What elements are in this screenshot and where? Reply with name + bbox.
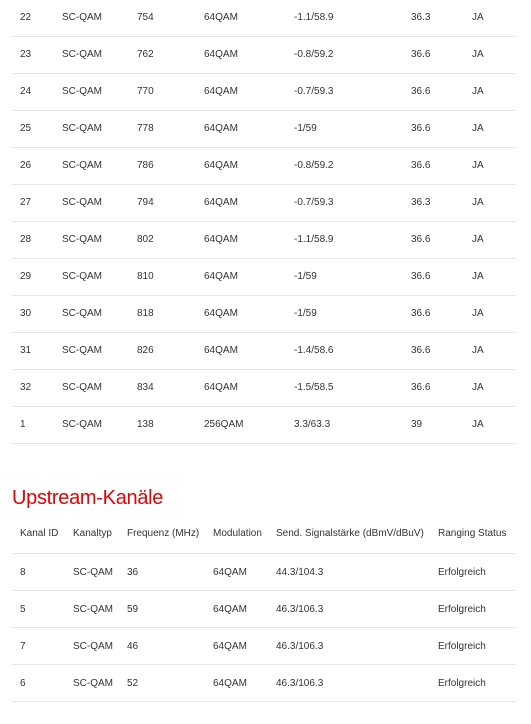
downstream-cell-snr: 36.6 (411, 382, 431, 393)
downstream-cell-channel-id: 1 (20, 419, 26, 430)
downstream-table-body (12, 0, 515, 443)
downstream-cell-modulation: 64QAM (204, 197, 238, 208)
upstream-cell-send-power: 46.3/106.3 (276, 677, 324, 689)
downstream-cell-frequency: 786 (137, 160, 154, 171)
downstream-cell-power-level: -0.7/59.3 (294, 86, 334, 97)
downstream-cell-power-level: -0.7/59.3 (294, 197, 334, 208)
downstream-table-row (12, 36, 515, 73)
downstream-channel-table (12, 0, 515, 444)
downstream-cell-locked-status: JA (472, 49, 484, 60)
downstream-cell-locked-status: JA (472, 123, 484, 134)
upstream-channel-table (12, 514, 515, 703)
upstream-table-row (12, 628, 515, 665)
upstream-table-row (12, 665, 515, 702)
downstream-table-row (12, 332, 515, 369)
downstream-cell-frequency: 826 (137, 345, 154, 356)
upstream-header-row (12, 514, 515, 554)
downstream-cell-modulation: 64QAM (204, 308, 238, 319)
downstream-cell-snr: 36.6 (411, 123, 431, 134)
downstream-table-row (12, 110, 515, 147)
downstream-cell-locked-status: JA (472, 160, 484, 171)
downstream-table-row (12, 184, 515, 221)
downstream-table-row (12, 73, 515, 110)
upstream-cell-frequency: 36 (127, 566, 139, 578)
downstream-cell-frequency: 778 (137, 123, 154, 134)
downstream-cell-channel-type: SC-QAM (62, 419, 102, 430)
downstream-cell-frequency: 138 (137, 419, 154, 430)
downstream-cell-channel-type: SC-QAM (62, 49, 102, 60)
downstream-cell-snr: 36.6 (411, 345, 431, 356)
downstream-cell-snr: 36.6 (411, 271, 431, 282)
downstream-cell-modulation: 256QAM (204, 419, 244, 430)
upstream-section-title: Upstream-Kanäle (12, 486, 164, 509)
upstream-column-header-channel-type: Kanaltyp (73, 527, 112, 539)
downstream-cell-frequency: 834 (137, 382, 154, 393)
downstream-cell-snr: 36.6 (411, 86, 431, 97)
downstream-table-row (12, 258, 515, 295)
upstream-cell-send-power: 46.3/106.3 (276, 640, 324, 652)
upstream-column-header-channel-id: Kanal ID (20, 527, 59, 539)
upstream-cell-frequency: 52 (127, 677, 139, 689)
downstream-cell-power-level: -1.4/58.6 (294, 345, 334, 356)
upstream-table-header (12, 514, 515, 554)
upstream-cell-modulation: 64QAM (213, 603, 247, 615)
downstream-cell-channel-id: 26 (20, 160, 32, 171)
downstream-cell-channel-type: SC-QAM (62, 123, 102, 134)
downstream-cell-snr: 39 (411, 419, 423, 430)
upstream-cell-send-power: 44.3/104.3 (276, 566, 324, 578)
upstream-cell-channel-type: SC-QAM (73, 677, 113, 689)
downstream-cell-channel-id: 29 (20, 271, 32, 282)
upstream-column-header-send-power: Send. Signalstärke (dBmV/dBuV) (276, 527, 424, 539)
downstream-cell-power-level: -1/59 (294, 308, 317, 319)
upstream-cell-modulation: 64QAM (213, 677, 247, 689)
downstream-cell-modulation: 64QAM (204, 123, 238, 134)
upstream-table-row (12, 591, 515, 628)
downstream-cell-locked-status: JA (472, 197, 484, 208)
upstream-cell-channel-id: 6 (20, 677, 26, 689)
downstream-cell-power-level: -1.1/58.9 (294, 12, 334, 24)
downstream-cell-power-level: -0.8/59.2 (294, 160, 334, 171)
upstream-cell-channel-id: 7 (20, 640, 26, 652)
downstream-table-row (12, 0, 515, 36)
downstream-cell-modulation: 64QAM (204, 49, 238, 60)
upstream-table-body (12, 554, 515, 702)
downstream-table-row (12, 147, 515, 184)
downstream-cell-snr: 36.6 (411, 49, 431, 60)
downstream-cell-channel-id: 22 (20, 12, 32, 24)
upstream-column-header-frequency: Frequenz (MHz) (127, 527, 200, 539)
upstream-column-header-ranging-status: Ranging Status (438, 527, 507, 539)
downstream-cell-power-level: -0.8/59.2 (294, 49, 334, 60)
upstream-cell-frequency: 46 (127, 640, 139, 652)
downstream-cell-frequency: 818 (137, 308, 154, 319)
downstream-cell-locked-status: JA (472, 345, 484, 356)
downstream-cell-frequency: 754 (137, 12, 154, 24)
downstream-cell-frequency: 810 (137, 271, 154, 282)
downstream-cell-locked-status: JA (472, 419, 484, 430)
downstream-cell-channel-type: SC-QAM (62, 308, 102, 319)
downstream-cell-channel-type: SC-QAM (62, 12, 102, 24)
upstream-cell-send-power: 46.3/106.3 (276, 603, 324, 615)
upstream-cell-ranging-status: Erfolgreich (438, 677, 486, 689)
downstream-cell-frequency: 794 (137, 197, 154, 208)
downstream-cell-power-level: -1/59 (294, 123, 317, 134)
downstream-table-row (12, 295, 515, 332)
upstream-column-header-modulation: Modulation (213, 527, 262, 539)
downstream-cell-modulation: 64QAM (204, 271, 238, 282)
upstream-cell-channel-id: 5 (20, 603, 26, 615)
upstream-cell-channel-type: SC-QAM (73, 603, 113, 615)
downstream-table-row (12, 221, 515, 258)
downstream-cell-snr: 36.3 (411, 197, 431, 208)
downstream-cell-snr: 36.6 (411, 160, 431, 171)
downstream-cell-modulation: 64QAM (204, 234, 238, 245)
downstream-cell-power-level: 3.3/63.3 (294, 419, 331, 430)
downstream-cell-modulation: 64QAM (204, 345, 238, 356)
downstream-cell-channel-id: 32 (20, 382, 32, 393)
downstream-cell-channel-type: SC-QAM (62, 271, 102, 282)
upstream-cell-ranging-status: Erfolgreich (438, 640, 486, 652)
downstream-table-row (12, 369, 515, 406)
downstream-table-row (12, 406, 515, 443)
upstream-cell-modulation: 64QAM (213, 640, 247, 652)
downstream-cell-channel-id: 31 (20, 345, 32, 356)
downstream-cell-snr: 36.6 (411, 308, 431, 319)
downstream-cell-channel-type: SC-QAM (62, 86, 102, 97)
upstream-cell-channel-type: SC-QAM (73, 640, 113, 652)
downstream-cell-snr: 36.6 (411, 234, 431, 245)
upstream-table-row (12, 554, 515, 591)
downstream-cell-channel-type: SC-QAM (62, 234, 102, 245)
downstream-cell-channel-id: 27 (20, 197, 32, 208)
downstream-cell-locked-status: JA (472, 308, 484, 319)
upstream-cell-channel-id: 8 (20, 566, 26, 578)
downstream-cell-locked-status: JA (472, 234, 484, 245)
upstream-cell-frequency: 59 (127, 603, 139, 615)
downstream-cell-channel-id: 23 (20, 49, 32, 60)
downstream-cell-power-level: -1/59 (294, 271, 317, 282)
downstream-cell-channel-type: SC-QAM (62, 160, 102, 171)
downstream-cell-channel-type: SC-QAM (62, 345, 102, 356)
downstream-cell-channel-id: 24 (20, 86, 32, 97)
upstream-cell-modulation: 64QAM (213, 566, 247, 578)
downstream-cell-locked-status: JA (472, 86, 484, 97)
downstream-cell-power-level: -1.5/58.5 (294, 382, 334, 393)
downstream-cell-locked-status: JA (472, 382, 484, 393)
upstream-cell-ranging-status: Erfolgreich (438, 603, 486, 615)
downstream-cell-snr: 36.3 (411, 12, 431, 24)
downstream-cell-modulation: 64QAM (204, 382, 238, 393)
downstream-cell-frequency: 802 (137, 234, 154, 245)
section-spacer (12, 444, 515, 482)
downstream-cell-frequency: 762 (137, 49, 154, 60)
downstream-cell-channel-type: SC-QAM (62, 197, 102, 208)
channel-status-page (12, 0, 515, 702)
downstream-cell-modulation: 64QAM (204, 160, 238, 171)
downstream-cell-modulation: 64QAM (204, 12, 238, 24)
downstream-cell-modulation: 64QAM (204, 86, 238, 97)
downstream-cell-channel-id: 25 (20, 123, 32, 134)
downstream-cell-locked-status: JA (472, 12, 484, 24)
downstream-cell-frequency: 770 (137, 86, 154, 97)
upstream-cell-channel-type: SC-QAM (73, 566, 113, 578)
downstream-cell-channel-type: SC-QAM (62, 382, 102, 393)
upstream-cell-ranging-status: Erfolgreich (438, 566, 486, 578)
downstream-cell-channel-id: 30 (20, 308, 32, 319)
downstream-cell-power-level: -1.1/58.9 (294, 234, 334, 245)
downstream-cell-channel-id: 28 (20, 234, 32, 245)
downstream-cell-locked-status: JA (472, 271, 484, 282)
